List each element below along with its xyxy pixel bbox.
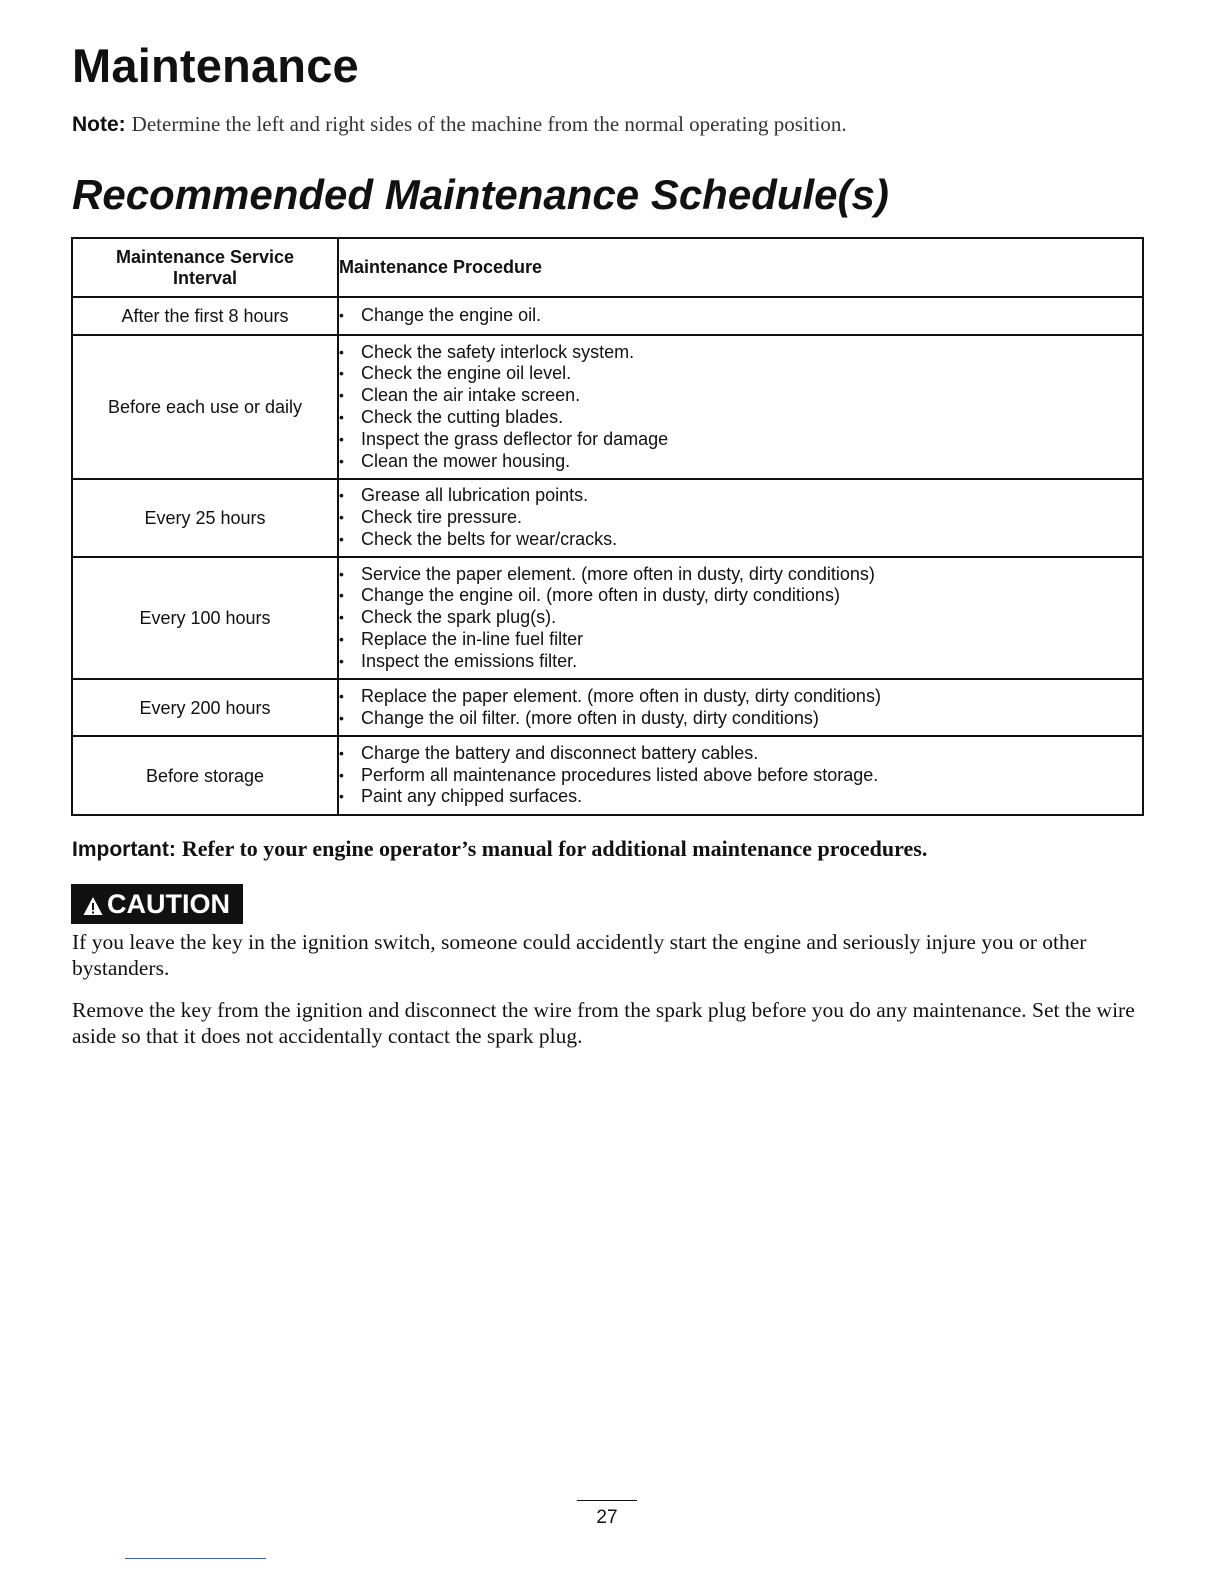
maintenance-schedule-table [71,237,1144,816]
procedure-item: • Check the engine oil level. [339,363,1142,385]
procedure-item: • Clean the mower housing. [339,451,1142,473]
interval-cell: Before each use or daily [72,335,338,479]
procedure-cell [338,297,1143,335]
procedure-cell [338,479,1143,557]
footer-link-underline [125,1558,266,1559]
table-row [72,335,1143,479]
caution-label: CAUTION [107,889,230,919]
section-title: Recommended Maintenance Schedule(s) [72,171,889,218]
procedure-cell [338,679,1143,736]
procedure-item: • Check the cutting blades. [339,407,1142,429]
procedure-item: • Change the engine oil. [339,305,1142,327]
procedure-item: • Check tire pressure. [339,507,1142,529]
procedure-item: • Check the belts for wear/cracks. [339,529,1142,551]
procedure-item: • Inspect the emissions filter. [339,651,1142,673]
procedure-item: • Replace the paper element. (more often in dusty, dirty conditions) [339,686,1142,708]
procedure-item: • Change the oil filter. (more often in dusty, dirty conditions) [339,708,1142,730]
procedure-item: • Charge the battery and disconnect battery cables. [339,743,1142,765]
interval-cell: After the first 8 hours [72,297,338,335]
caution-paragraph-1: If you leave the key in the ignition switch, someone could accidently start the engine and seriously injure you or other bystanders. [72,930,1087,980]
table-header-row [72,238,1143,297]
procedure-item: • Replace the in-line fuel filter [339,629,1142,651]
interval-cell: Before storage [72,736,338,815]
caution-paragraph-2: Remove the key from the ignition and disconnect the wire from the spark plug before you do any maintenance. Set the wire aside so that it does not accidentally contact the spark plug. [72,998,1135,1048]
interval-cell: Every 200 hours [72,679,338,736]
caution-badge [71,884,243,924]
procedure-item: • Check the spark plug(s). [339,607,1142,629]
interval-cell: Every 100 hours [72,557,338,679]
procedure-item: • Clean the air intake screen. [339,385,1142,407]
warning-triangle-icon [83,896,103,916]
note [72,110,847,139]
procedure-cell [338,335,1143,479]
procedure-cell [338,736,1143,815]
note-text: Determine the left and right sides of the machine from the normal operating position. [131,112,847,136]
page-title: Maintenance [72,39,359,92]
interval-cell: Every 25 hours [72,479,338,557]
table-row [72,297,1143,335]
important-note [72,834,927,865]
table-row [72,736,1143,815]
table-row [72,679,1143,736]
table-row [72,479,1143,557]
procedure-item: • Change the engine oil. (more often in dusty, dirty conditions) [339,585,1142,607]
header-procedure: Maintenance Procedure [338,238,1143,297]
note-label: Note: [72,113,126,136]
page-number: 27 [577,1500,637,1533]
table-row [72,557,1143,679]
important-text: Refer to your engine operator’s manual for additional maintenance procedures. [181,836,928,861]
header-interval [72,238,338,297]
procedure-item: • Perform all maintenance procedures listed above before storage. [339,765,1142,787]
important-label: Important: [72,838,176,861]
procedure-item: • Service the paper element. (more often in dusty, dirty conditions) [339,564,1142,586]
procedure-item: • Check the safety interlock system. [339,342,1142,364]
procedure-item: • Inspect the grass deflector for damage [339,429,1142,451]
procedure-cell [338,557,1143,679]
procedure-item: • Paint any chipped surfaces. [339,786,1142,808]
header-interval-label: Maintenance Service Interval [115,246,295,288]
procedure-item: • Grease all lubrication points. [339,485,1142,507]
